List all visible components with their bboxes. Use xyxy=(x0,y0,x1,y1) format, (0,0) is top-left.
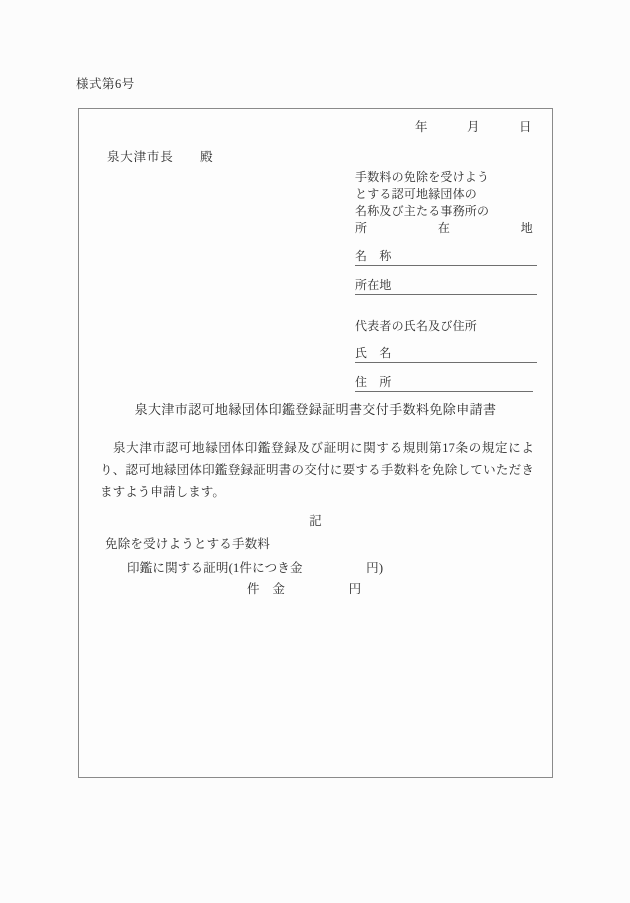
fee-item-line[interactable]: 印鑑に関する証明(1件につき金 円) xyxy=(127,561,384,575)
field-row-organization-address[interactable] xyxy=(355,277,537,295)
fee-total-line[interactable]: 件 金 円 xyxy=(247,582,362,596)
fee-section-heading: 免除を受けようとする手数料 xyxy=(105,537,271,551)
field-label-organization-address: 所在地 xyxy=(355,278,392,292)
field-label-organization-name: 名 称 xyxy=(355,249,392,263)
applicant-heading-char-3: 地 xyxy=(520,221,533,235)
applicant-heading-char-2: 在 xyxy=(437,221,451,235)
form-sheet xyxy=(78,108,553,778)
body-paragraph: 泉大津市認可地縁団体印鑑登録及び証明に関する規則第17条の規定により、認可地縁団体印鑑登録証明書の交付に要する手数料を免除していただきますよう申請します。 xyxy=(100,441,534,499)
field-row-representative-name[interactable] xyxy=(355,345,537,363)
applicant-heading-char-1: 所 xyxy=(355,221,368,235)
field-label-representative-name: 氏 名 xyxy=(355,346,392,360)
document-title: 泉大津市認可地縁団体印鑑登録証明書交付手数料免除申請書 xyxy=(134,402,497,417)
date-line: 年 月 日 xyxy=(414,120,532,134)
addressee-line: 泉大津市長 殿 xyxy=(107,150,214,164)
field-row-representative-address[interactable] xyxy=(355,374,533,392)
applicant-heading-line-3: 名称及び主たる事務所の xyxy=(355,204,490,218)
representative-heading: 代表者の氏名及び住所 xyxy=(355,319,478,333)
applicant-heading-line-2: とする認可地縁団体の xyxy=(355,187,478,201)
field-row-organization-name[interactable] xyxy=(355,248,537,266)
applicant-heading-line-1: 手数料の免除を受けよう xyxy=(355,170,490,184)
applicant-heading-line-4 xyxy=(355,220,537,237)
field-label-representative-address: 住 所 xyxy=(355,375,392,389)
form-number: 様式第6号 xyxy=(76,77,135,91)
ki-mark: 記 xyxy=(309,514,322,528)
applicant-info-block xyxy=(355,169,537,392)
